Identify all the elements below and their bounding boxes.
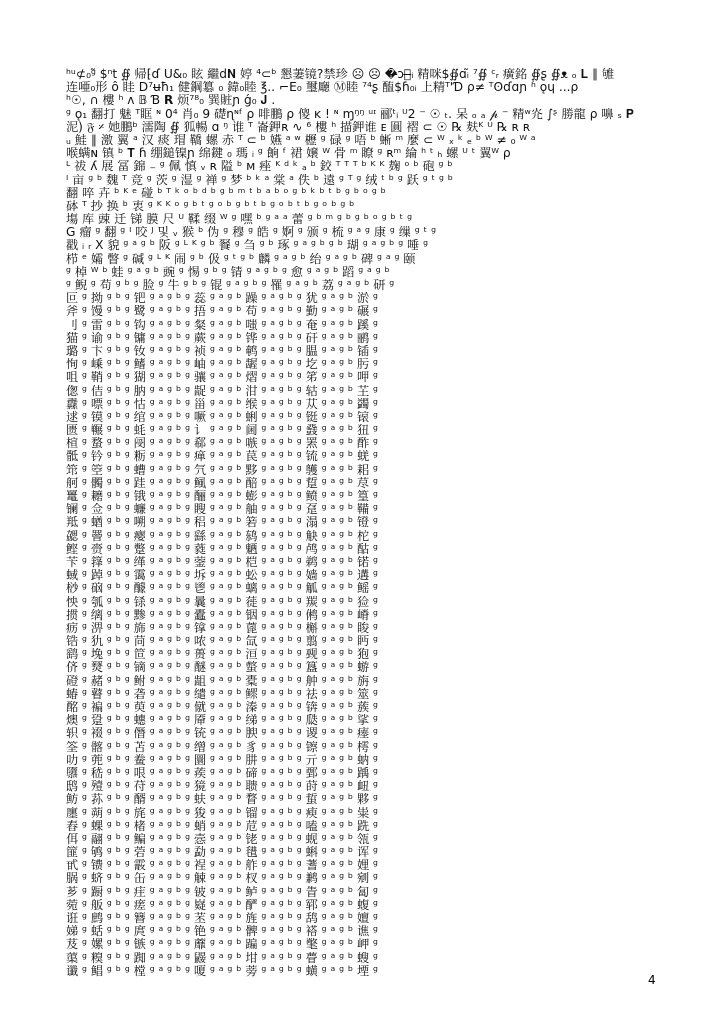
text-line: 斧 ᵍ 馒 ᵍ ᵇ ᵍ 鹭 ᵍ ᵃ ᵍ ᵇ ᵍ 捂 ᵍ ᵃ ᵍ ᵇ 苟 ᵍ ᵃ ᵍ ᵇ ᵍ 勤 ᵍ ᵃ ᵍ ᵇ 碾 ᵍ	[66, 305, 378, 319]
text-line: 鹞 ᵍ 堍 ᵍ ᵇ ᵍ 笸 ᵍ ᵃ ᵍ ᵇ ᵍ 蒉 ᵍ ᵃ ᵍ ᵇ 洹 ᵍ ᵃ ᵍ ᵇ ᵍ 觋 ᵍ ᵃ ᵍ ᵇ 狍 ᵍ	[66, 648, 378, 662]
text-line: 纛 ᵍ 嘌 ᵍ ᵇ ᵍ 怙 ᵍ ᵃ ᵍ ᵇ ᵍ 甾 ᵍ ᵃ ᵍ ᵇ 缑 ᵍ ᵃ ᵍ ᵇ ᵍ 苁 ᵍ ᵃ ᵍ ᵇ 蠲 ᵍ	[66, 397, 378, 411]
text-line: 娣 ᵍ 蛞 ᵍ ᵇ ᵍ 庹 ᵍ ᵃ ᵍ ᵇ ᵍ 铯 ᵍ ᵃ ᵍ ᵇ 髀 ᵍ ᵃ ᵍ ᵇ ᵍ 褡 ᵍ ᵃ ᵍ ᵇ 谯 ᵍ	[66, 925, 378, 939]
text-line: ᵍ ǫ₁ 翻打 魅 ᵀ眶 ᶰ 0⁴ 肖₀ 9 礎ɳᶰᶠ ρ 啡鵬 ρ 傻 ᴋ ! ᶰ ɱᵑᵑ ᵘᶦ 郦ᵗᵢ ᵁ2 ⁻ ☉ ₜ. 呆 ₒ ₐ 𝓅 ⁻ 精ʷ灮 ∫ᶳ 勝龍 ρ 嚊 ₛ 𝐏	[66, 107, 635, 121]
text-line: 连唖₀形 ô 眭 Ď⁷ʉħ₁ 健鋼簒 ₀ 鍏₀睦 ℥.. ⌐E₀ 璽廰 Ⓜ睦 ⁷⁴ʂ 醢$ɦ₀ᵢ 上精ᵀ'Ɗ ρ≠ ᵀʘɗɑɲ ʱ ǫɥ ...ρ	[66, 81, 579, 95]
text-line: 筌 ᵍ 髂 ᵍ ᵇ ᵍ 苫 ᵍ ᵃ ᵍ ᵇ ᵍ 缯 ᵍ ᵃ ᵍ ᵇ 豸 ᵍ ᵃ ᵍ ᵇ ᵍ 镲 ᵍ ᵃ ᵍ ᵇ 樗 ᵍ	[66, 740, 378, 754]
text-line: 篚 ᵍ 鸲 ᵍ ᵇ ᵍ 菪 ᵍ ᵃ ᵍ ᵇ ᵍ 勐 ᵍ ᵃ ᵍ ᵇ 氆 ᵍ ᵃ ᵍ ᵇ ᵍ 蝌 ᵍ ᵃ ᵍ ᵇ 诨 ᵍ	[66, 846, 378, 860]
text-line: 侪 ᵍ 燹 ᵍ ᵇ ᵍ 镝 ᵍ ᵃ ᵍ ᵇ ᵍ 醚 ᵍ ᵃ ᵍ ᵇ 螫 ᵍ ᵃ ᵍ ᵇ ᵍ 簋 ᵍ ᵃ ᵍ ᵇ 蝣 ᵍ	[66, 661, 378, 675]
text-line: 隳 ᵍ 嵇 ᵍ ᵇ ᵍ 哏 ᵍ ᵃ ᵍ ᵇ ᵍ 蒺 ᵍ ᵃ ᵍ ᵇ 碲 ᵍ ᵃ ᵍ ᵇ ᵍ 鄄 ᵍ ᵃ ᵍ ᵇ 踽 ᵍ	[66, 766, 378, 780]
text-line: 佴 ᵍ 翮 ᵍ ᵇ ᵍ 鳊 ᵍ ᵃ ᵍ ᵇ ᵍ 悫 ᵍ ᵃ ᵍ ᵇ 铑 ᵍ ᵃ ᵍ ᵇ ᵍ 蚬 ᵍ ᵃ ᵍ ᵇ 瓴 ᵍ	[66, 832, 378, 846]
text-line: ʰ☉, ∩ 樓 ʰ ʌ 𝔹 Ɓ 𝗥 烦⁷⁸₀ 巽賍ɲ ǵ₀ 𝐉 .	[66, 94, 276, 108]
page-number: 4	[648, 973, 656, 987]
text-line: 叵 ᵍ 拗 ᵍ ᵇ ᵍ 钯 ᵍ ᵃ ᵍ ᵇ ᵍ 蕊 ᵍ ᵃ ᵍ ᵇ 躁 ᵍ ᵃ ᵍ ᵇ ᵍ 犹 ᵍ ᵃ ᵍ ᵇ 淤 ᵍ	[66, 292, 378, 306]
text-line: 喉螨ɴ 镇 ᵇ 𝐓 ɦ 绷鎚镍ɲ 绵鍵 ₀ 瑪 ᵢ ᵍ 餉 ᶠ 裙 嬢 ᵂ 骨 ᵐ 瞭 ᵍ ʀᵐ 綸 ʰ ᵗ ₕ 螺 ᵁ ᵗ 翼ᵂ ρ	[66, 147, 511, 161]
text-line: 桫 ᵍ 硇 ᵍ ᵇ ᵍ 醵 ᵍ ᵃ ᵍ ᵇ ᵍ 鬯 ᵍ ᵃ ᵍ ᵇ 螭 ᵍ ᵃ ᵍ ᵇ ᵍ 觚 ᵍ ᵃ ᵍ ᵇ 鳐 ᵍ	[66, 582, 378, 596]
text-line: 甙 ᵍ 镄 ᵍ ᵇ ᵍ 霰 ᵍ ᵃ ᵍ ᵇ ᵍ 裎 ᵍ ᵃ ᵍ ᵇ 舴 ᵍ ᵃ ᵍ ᵇ ᵍ 蓍 ᵍ ᵃ ᵍ ᵇ 娌 ᵍ	[66, 859, 378, 873]
text-line: ᵍ 鲵 ᵍ 苟 ᵍ ᵇ ᵍ 脸 ᵍ 牛 ᵍ ᵇ ᵍ 锟 ᵍ ᵃ ᵍ ᵇ ᵍ 罹 ᵍ ᵃ ᵍ ᵇ 荔 ᵍ ᵃ ᵍ ᵇ 研 ᵍ	[66, 279, 395, 292]
text-line: 芗 ᵍ 蹰 ᵍ ᵇ ᵍ 疰 ᵍ ᵃ ᵍ ᵇ ᵍ 铍 ᵍ ᵃ ᵍ ᵇ 鲈 ᵍ ᵃ ᵍ ᵇ ᵍ 眚 ᵍ ᵃ ᵍ ᵇ 匐 ᵍ	[66, 885, 378, 899]
text-line: 鲣 ᵍ 赍 ᵍ ᵇ ᵍ 蹩 ᵍ ᵃ ᵍ ᵇ ᵍ 蕤 ᵍ ᵃ ᵍ ᵇ 魉 ᵍ ᵃ ᵍ ᵇ ᵍ 鸬 ᵍ ᵃ ᵍ ᵇ 酤 ᵍ	[66, 542, 378, 556]
text-line: 镧 ᵍ 佥 ᵍ ᵇ ᵍ 蠊 ᵍ ᵃ ᵍ ᵇ ᵍ 瞍 ᵍ ᵃ ᵍ ᵇ 舳 ᵍ ᵃ ᵍ ᵇ ᵍ 趸 ᵍ ᵃ ᵍ ᵇ 鞴 ᵍ	[66, 503, 378, 517]
text-line: 鲂 ᵍ 荪 ᵍ ᵇ ᵍ 醑 ᵍ ᵃ ᵍ ᵇ ᵍ 蚨 ᵍ ᵃ ᵍ ᵇ 瞀 ᵍ ᵃ ᵍ ᵇ ᵍ 蜇 ᵍ ᵃ ᵍ ᵇ 夥 ᵍ	[66, 793, 378, 807]
text-line: G 瘤 ᵍ 翻 ᵍ ᴵ 咬 ᴶ 및 ᵥ 猴 ᵇ 伪 ᵍ 穆 ᵍ 皓 ᵍ 婀 ᵍ 颁 ᵍ 梳 ᵍ ᵃ ᵍ 康 ᵍ 缫 ᵍ ᵗ ᵍ	[66, 226, 437, 240]
text-line: 蜮 ᵍ 踔 ᵍ ᵇ ᵍ 霭 ᵍ ᵃ ᵍ ᵇ ᵍ 坼 ᵍ ᵃ ᵍ ᵇ 蚣 ᵍ ᵃ ᵍ ᵇ ᵍ 嫱 ᵍ ᵃ ᵍ ᵇ 遘 ᵍ	[66, 569, 378, 583]
text-line: 逑 ᵍ 镆 ᵍ ᵇ ᵍ 绾 ᵍ ᵃ ᵍ ᵇ ᵍ 噘 ᵍ ᵃ ᵍ ᵇ 蜊 ᵍ ᵃ ᵍ ᵇ ᵍ 铤 ᵍ ᵃ ᵍ ᵇ 锿 ᵍ	[66, 410, 378, 424]
text-line: 苄 ᵍ 箨 ᵍ ᵇ ᵍ 缂 ᵍ ᵃ ᵍ ᵇ ᵍ 蓥 ᵍ ᵃ ᵍ ᵇ 桤 ᵍ ᵃ ᵍ ᵇ ᵍ 鹈 ᵍ ᵃ ᵍ ᵇ 锘 ᵍ	[66, 555, 378, 569]
text-line: 疬 ᵍ 淠 ᵍ ᵇ ᵍ 旆 ᵍ ᵃ ᵍ ᵇ ᵍ 镎 ᵍ ᵃ ᵍ ᵇ 蓖 ᵍ ᵃ ᵍ ᵇ ᵍ 槲 ᵍ ᵃ ᵍ ᵇ 睃 ᵍ	[66, 621, 378, 635]
text-line: 猫 ᵍ 谕 ᵍ ᵇ ᵍ 镛 ᵍ ᵃ ᵍ ᵇ ᵍ 蕨 ᵍ ᵃ ᵍ ᵇ 铧 ᵍ ᵃ ᵍ ᵇ ᵍ 矸 ᵍ ᵃ ᵍ ᵇ 鹂 ᵍ	[66, 331, 378, 345]
text-line: 酩 ᵍ 褊 ᵍ ᵇ ᵍ 萸 ᵍ ᵃ ᵍ ᵇ ᵍ 僦 ᵍ ᵃ ᵍ ᵇ 溱 ᵍ ᵃ ᵍ ᵇ ᵍ 锛 ᵍ ᵃ ᵍ ᵇ 蔟 ᵍ	[66, 701, 378, 714]
text-line: 勰 ᵍ 罾 ᵍ ᵇ ᵍ 瘿 ᵍ ᵃ ᵍ ᵇ ᵍ 繇 ᵍ ᵃ ᵍ ᵇ 鸫 ᵍ ᵃ ᵍ ᵇ ᵍ 觖 ᵍ ᵃ ᵍ ᵇ 柁 ᵍ	[66, 529, 378, 543]
text-line: 燠 ᵍ 跫 ᵍ ᵇ ᵍ 蟪 ᵍ ᵃ ᵍ ᵇ ᵍ 厣 ᵍ ᵃ ᵍ ᵇ 绨 ᵍ ᵃ ᵍ ᵇ ᵍ 瓞 ᵍ ᵃ ᵍ ᵇ 挲 ᵍ	[66, 714, 378, 728]
text-line: ᵍ 棹 ᵂ ᵇ 蛙 ᵍ ᵃ ᵍ ᵇ 豌 ᵍ 惕 ᵍ ᵇ ᵍ 锖 ᵍ ᵃ ᵍ ᵇ ᵍ 愈 ᵍ ᵃ ᵍ ᵇ 蹈 ᵍ ᵃ ᵍ ᵇ	[66, 265, 390, 279]
text-line: 掼 ᵍ 缡 ᵍ ᵇ ᵍ 黪 ᵍ ᵃ ᵍ ᵇ ᵍ 蠹 ᵍ ᵃ ᵍ ᵇ 铟 ᵍ ᵃ ᵍ ᵇ ᵍ 鸺 ᵍ ᵃ ᵍ ᵇ 嵴 ᵍ	[66, 608, 378, 622]
text-line: 匮 ᵍ 冁 ᵍ ᵇ ᵍ 蚝 ᵍ ᵃ ᵍ ᵇ ᵍ 讠 ᵍ ᵃ ᵍ ᵇ 阃 ᵍ ᵃ ᵍ ᵇ ᵍ 鼗 ᵍ ᵃ ᵍ ᵇ 狃 ᵍ	[66, 424, 378, 438]
text-line: 筇 ᵍ 箜 ᵍ ᵇ ᵍ 螬 ᵍ ᵃ ᵍ ᵇ ᵍ 氕 ᵍ ᵃ ᵍ ᵇ 黟 ᵍ ᵃ ᵍ ᵇ ᵍ 鹱 ᵍ ᵃ ᵍ ᵇ 耜 ᵍ	[66, 463, 378, 477]
text-line: 叻 ᵍ 蔸 ᵍ ᵇ ᵍ 鲞 ᵍ ᵃ ᵍ ᵇ ᵍ 圜 ᵍ ᵃ ᵍ ᵇ 肼 ᵍ ᵃ ᵍ ᵇ ᵍ 亓 ᵍ ᵃ ᵍ ᵇ 蚋 ᵍ	[66, 753, 378, 767]
text-line: 璐 ᵍ 卞 ᵍ ᵇ ᵍ 钕 ᵍ ᵃ ᵍ ᵇ ᵍ 祯 ᵍ ᵃ ᵍ ᵇ 鹌 ᵍ ᵃ ᵍ ᵇ ᵍ 腽 ᵍ ᵃ ᵍ ᵇ 锸 ᵍ	[66, 344, 378, 358]
text-line: ʰᵘ⊄₀ᵍ̃ $ⁿt ∯ 帰⁅ɗ U&₀ 眩 繼d𝐍 婷 ⁴⊂ᵇ 懇萋镜?禁珍 ☹ ☹ �̶ɔ쮁̶ᵢ 精咪$∯ɑᵢ̃ ⁷∯ ᶜᵣ 癀銘 ∯ʂ ∯ᴥ ₒ 𝐋 ∥ 雊	[66, 68, 615, 81]
text-line: 菀 ᵍ 舨 ᵍ ᵇ ᵍ 瘥 ᵍ ᵃ ᵍ ᵇ ᵍ 嶷 ᵍ ᵃ ᵍ ᵇ 酽 ᵍ ᵃ ᵍ ᵇ ᵍ 郓 ᵍ ᵃ ᵍ ᵇ 蝮 ᵍ	[66, 898, 378, 912]
text-line: 谶 ᵍ 鲳 ᵍ ᵇ ᵍ 樘 ᵍ ᵃ ᵍ ᵇ ᵍ 嗄 ᵍ ᵃ ᵍ ᵇ 蒡 ᵍ ᵃ ᵍ ᵇ ᵍ 蟥 ᵍ ᵃ ᵍ ᵇ 堙 ᵍ	[66, 964, 378, 978]
text-line: 蕖 ᵍ 糗 ᵍ ᵇ ᵍ 踟 ᵍ ᵃ ᵍ ᵇ ᵍ 鼹 ᵍ ᵃ ᵍ ᵇ 坩 ᵍ ᵃ ᵍ ᵇ ᵍ 瞢 ᵍ ᵃ ᵍ ᵇ 螋 ᵍ	[66, 951, 378, 965]
text-line: 磴 ᵍ 赭 ᵍ ᵇ ᵍ 鲋 ᵍ ᵃ ᵍ ᵇ ᵍ 龃 ᵍ ᵃ ᵍ ᵇ 橐 ᵍ ᵃ ᵍ ᵇ ᵍ 舯 ᵍ ᵃ ᵍ ᵇ 旃 ᵍ	[66, 674, 378, 688]
text-line: 舸 ᵍ 髑 ᵍ ᵇ ᵍ 跬 ᵍ ᵃ ᵍ ᵇ ᵍ 鲺 ᵍ ᵃ ᵍ ᵇ 醅 ᵍ ᵃ ᵍ ᵇ ᵍ 踅 ᵍ ᵃ ᵍ ᵇ 荩 ᵍ	[66, 476, 378, 490]
text-line: ᴸ 祓 ʎ 展 冨 錦 ₋ ᵍ 佩 慎 ᵥ ʀ 隘 ᵇ ᴍ 痤 ᴷ ᵈ ᵏ ₐ ᵇ 鉸 ᵀ ᵀ ᵀ ᵇ ᴷ ᴷ 麹 ᵒ ᵇ 砲 ᵍ ᵇ	[66, 160, 453, 174]
text-line: 戳 ᵢ ᵣ X 貌 ᵍ ᵃ ᵍ ᵇ 阪 ᵍ ᴸ ᴷ ᵍ ᵇ 䬸 ᵍ 刍 ᵍ ᵇ 琢 ᵍ ᵃ ᵍ ᵇ ᵍ ᵇ 瑚 ᵍ ᵃ ᵍ ᵇ ᵍ 唾 ᵍ	[66, 239, 429, 253]
text-line: 廛 ᵍ 蒴 ᵍ ᵇ ᵍ 旄 ᵍ ᵃ ᵍ ᵇ ᵍ 狻 ᵍ ᵃ ᵍ ᵇ 镏 ᵍ ᵃ ᵍ ᵇ ᵍ 瘐 ᵍ ᵃ ᵍ ᵇ 粜 ᵍ	[66, 806, 378, 820]
text-line: 脶 ᵍ 蛴 ᵍ ᵇ ᵍ 缶 ᵍ ᵃ ᵍ ᵇ ᵍ 觫 ᵍ ᵃ ᵍ ᵇ 杈 ᵍ ᵃ ᵍ ᵇ ᵍ 鹣 ᵍ ᵃ ᵍ ᵇ 剜 ᵍ	[66, 872, 378, 886]
text-line: 怏 ᵍ 瓠 ᵍ ᵇ ᵍ 铩 ᵍ ᵃ ᵍ ᵇ ᵍ 曩 ᵍ ᵃ ᵍ ᵇ 蓰 ᵍ ᵃ ᵍ ᵇ ᵍ 羰 ᵍ ᵃ ᵍ ᵇ 猃 ᵍ	[66, 595, 378, 609]
text-line: ᴵ 亩 ᵍ ᵇ 魏 ᵀ 竞 ᵍ 茨 ᵍ 湿 ᵍ 禅 ᵍ 梦 ᵇ ᵏ ᵃ 棠 ᵃ 佚 ᵇ 遠 ᵍ ᵀ ᵍ 绒 ᵗ ᵇ ᵍ 跃 ᵍ ᵗ ᵍ ᵇ	[66, 173, 454, 187]
text-line: 塲 库 䜹 迁 锑 膜 尺 ᵁ 鞣 缀 ᵂ ᵍ 嘿 ᵇ ᵍ ᵃ ᵃ 蕾 ᵍ ᵇ ᵐ ᵍ ᵇ ᵍ ᵇ ᵒ ᵍ ᵇ ᵗ ᵍ	[66, 213, 413, 227]
text-line: 骶 ᵍ 钤 ᵍ ᵇ ᵍ 粝 ᵍ ᵃ ᵍ ᵇ ᵍ 瘅 ᵍ ᵃ ᵍ ᵇ 苠 ᵍ ᵃ ᵍ ᵇ ᵍ 锍 ᵍ ᵃ ᵍ ᵇ 蜣 ᵍ	[66, 450, 378, 464]
text-line: 恂 ᵍ 嵊 ᵍ ᵇ ᵍ 鳍 ᵍ ᵃ ᵍ ᵇ ᵍ 岫 ᵍ ᵃ ᵍ ᵇ 龌 ᵍ ᵃ ᵍ ᵇ ᵍ 圪 ᵍ ᵃ ᵍ ᵇ 肟 ᵍ	[66, 358, 378, 372]
text-line: 鸱 ᵍ 殪 ᵍ ᵇ ᵍ 苻 ᵍ ᵃ ᵍ ᵇ ᵍ 獍 ᵍ ᵃ ᵍ ᵇ 聩 ᵍ ᵃ ᵍ ᵇ ᵍ 莳 ᵍ ᵃ ᵍ ᵇ 衄 ᵍ	[66, 780, 378, 794]
text-line: 泥) 𝔉 𝄎 她鵬ᵇ 濡陶 ∯ 狐暢 ɑ ᵑ 谁 ᵀ 崙鉀ʀ ∿ ⁶ 樓 ʰ 描鉀谁 ᴇ 圓 褶 ⊂ ☉ ℞ 麸ᴷ ᵁ ℞ ʀ ʀ	[66, 120, 531, 134]
text-line: 蝽 ᵍ 瞽 ᵍ ᵇ ᵍ 砻 ᵍ ᵃ ᵍ ᵇ ᵍ 缱 ᵍ ᵃ ᵍ ᵇ 鳏 ᵍ ᵃ ᵍ ᵇ ᵍ 祛 ᵍ ᵃ ᵍ ᵇ 筮 ᵍ	[66, 687, 378, 701]
text-line: 刂 ᵍ 雷 ᵍ ᵇ ᵍ 钩 ᵍ ᵃ ᵍ ᵇ ᵍ 粲 ᵍ ᵃ ᵍ ᵇ 嗤 ᵍ ᵃ ᵍ ᵇ ᵍ 奄 ᵍ ᵃ ᵍ ᵇ 蹊 ᵍ	[66, 318, 378, 332]
text-line: 偬 ᵍ 佶 ᵍ ᵇ ᵍ 肭 ᵍ ᵃ ᵍ ᵇ ᵍ 龊 ᵍ ᵃ ᵍ ᵇ 泔 ᵍ ᵃ ᵍ ᵇ ᵍ 轱 ᵍ ᵃ ᵍ ᵇ 芏 ᵍ	[66, 384, 378, 398]
text-line: 鼍 ᵍ 耱 ᵍ ᵇ ᵍ 锇 ᵍ ᵃ ᵍ ᵇ ᵍ 酾 ᵍ ᵃ ᵍ ᵇ 蟛 ᵍ ᵃ ᵍ ᵇ ᵍ 鲼 ᵍ ᵃ ᵍ ᵇ 篁 ᵍ	[66, 490, 378, 503]
text-line: 芨 ᵍ 嫘 ᵍ ᵇ ᵍ 镞 ᵍ ᵃ ᵍ ᵇ ᵍ 蘼 ᵍ ᵃ ᵍ ᵇ 蹁 ᵍ ᵃ ᵍ ᵇ ᵍ 氅 ᵍ ᵃ ᵍ ᵇ 岬 ᵍ	[66, 938, 378, 952]
text-line: 羝 ᵍ 蝤 ᵍ ᵇ ᵍ 嗍 ᵍ ᵃ ᵍ ᵇ ᵍ 稆 ᵍ ᵃ ᵍ ᵇ 箬 ᵍ ᵃ ᵍ ᵇ ᵍ 溻 ᵍ ᵃ ᵍ ᵇ 镫 ᵍ	[66, 516, 378, 530]
text-line: 轵 ᵍ 裰 ᵍ ᵇ ᵍ 僭 ᵍ ᵃ ᵍ ᵇ ᵍ 铳 ᵍ ᵃ ᵍ ᵇ 腴 ᵍ ᵃ ᵍ ᵇ ᵍ 谡 ᵍ ᵃ ᵍ ᵇ 瘗 ᵍ	[66, 727, 378, 741]
text-line: ᵤ 鮭 ∥ 激 翼 ᵃ 汉 痰 瑁 鞽 螺 赤 ᵀ ⊂ ᵇ 嬿 ᵃ ʷ 櫪 ᵍ 碌 ᵍ 唔 ᵇ 蜥 ᵐ 麼 ⊂ ᵂ ₓ ᵏ ₑ ᵇ ᵂ ≠ ₀ ᵂ ᵃ	[66, 133, 536, 147]
text-line: 舂 ᵍ 蜾 ᵍ ᵇ ᵍ 楮 ᵍ ᵃ ᵍ ᵇ ᵍ 蛸 ᵍ ᵃ ᵍ ᵇ 苊 ᵍ ᵃ ᵍ ᵇ ᵍ 嗑 ᵍ ᵃ ᵍ ᵇ 跣 ᵍ	[66, 819, 378, 833]
text-line: 翻 啐 卉 ᵇ ᴷ ᵉ 碰 ᵇ ᵀ ᵏ ᵒ ᵇ ᵈ ᵇ ᵍ ᵇ ᵐ ᵗ ᵇ ᵃ ᵇ ᵒ ᵍ ᵇ ᵏ ᵇ ᵗ ᵇ ᵍ ᵇ ᵒ ᵍ ᵇ	[66, 186, 386, 200]
text-line: 锆 ᵍ 犰 ᵍ ᵇ ᵍ 苘 ᵍ ᵃ ᵍ ᵇ ᵍ 哝 ᵍ ᵃ ᵍ ᵇ 氙 ᵍ ᵃ ᵍ ᵇ ᵍ 翦 ᵍ ᵃ ᵍ ᵇ 眄 ᵍ	[66, 635, 378, 649]
text-line: 砵 ᵀ 抄 换 ᵇ 衷 ᵍ ᴷ ᴷ ᵒ ᵍ ᵇ ᵗ ᵍ ᵒ ᵇ ᵍ ᵇ ᵗ ᵇ ᵍ ᵒ ᵇ ᵗ ᵇ ᵍ ᵒ ᵇ ᵍ ᵇ	[66, 199, 355, 213]
text-line: 栉 ᵉ 孀 瞥 ᵍ 碱 ᵍ ᴸ ᴷ 闹 ᵍ ᵇ 伋 ᵍ ᵗ ᵍ ᵇ 麟 ᵍ ᵃ ᵍ ᵇ 绐 ᵍ ᵃ ᵍ ᵇ 碑 ᵍ ᵃ ᵍ 颐	[66, 252, 416, 266]
text-line: 诳 ᵍ 鹧 ᵍ ᵇ ᵍ 簪 ᵍ ᵃ ᵍ ᵇ ᵍ 苤 ᵍ ᵃ ᵍ ᵇ 旌 ᵍ ᵃ ᵍ ᵇ ᵍ 鸹 ᵍ ᵃ ᵍ ᵇ 嬗 ᵍ	[66, 912, 378, 925]
body-text	[66, 68, 658, 998]
text-line: 咀 ᵍ 鞘 ᵍ ᵇ ᵍ 猢 ᵍ ᵃ ᵍ ᵇ ᵍ 骧 ᵍ ᵃ ᵍ ᵇ 熠 ᵍ ᵃ ᵍ ᵇ ᵍ 笫 ᵍ ᵃ ᵍ ᵇ 呷 ᵍ	[66, 371, 378, 385]
text-line: 楦 ᵍ 蝥 ᵍ ᵇ ᵍ 阌 ᵍ ᵃ ᵍ ᵇ ᵍ 郗 ᵍ ᵃ ᵍ ᵇ 嗾 ᵍ ᵃ ᵍ ᵇ ᵍ 罴 ᵍ ᵃ ᵍ ᵇ 酢 ᵍ	[66, 437, 378, 451]
